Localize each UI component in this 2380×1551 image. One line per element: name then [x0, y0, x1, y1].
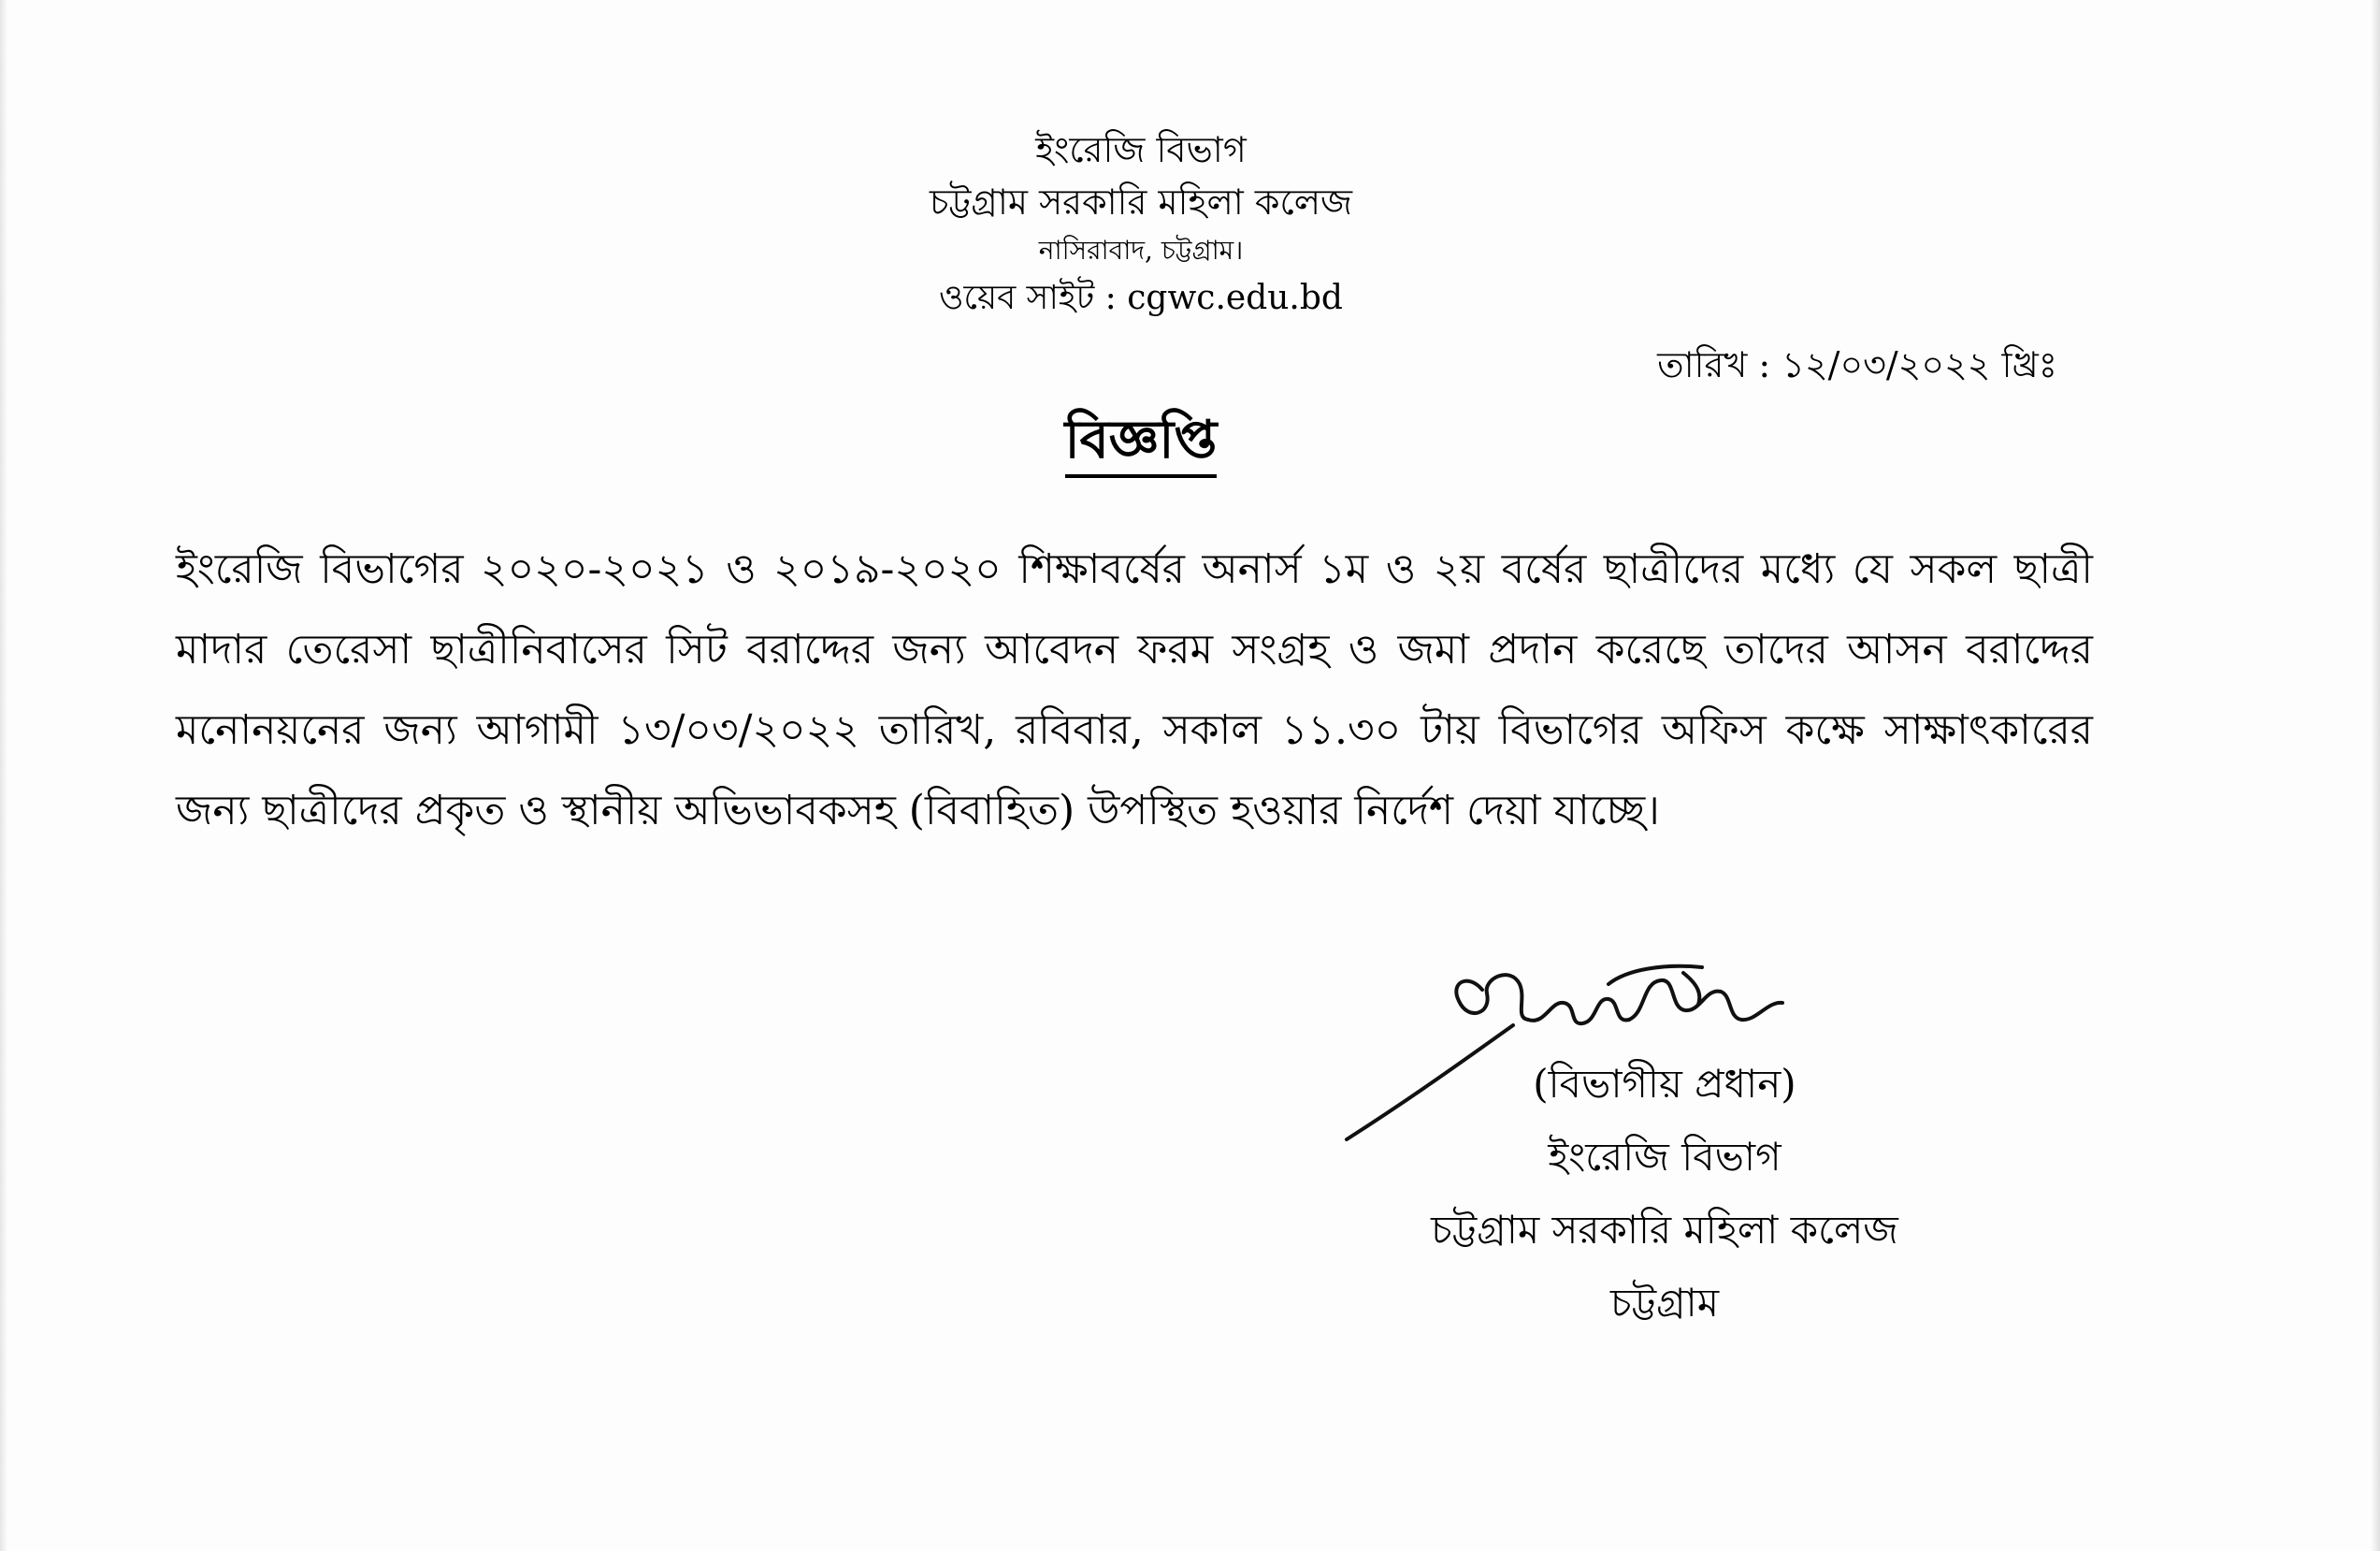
- header-college: চট্টগ্রাম সরকারি মহিলা কলেজ: [929, 181, 1353, 223]
- header-department: ইংরেজি বিভাগ: [1035, 129, 1247, 170]
- header-address: নাসিরাবাদ, চট্টগ্রাম।: [1038, 235, 1244, 266]
- scan-edge-left: [0, 0, 7, 1551]
- letterhead: [748, 123, 1534, 324]
- notice-body: ইংরেজি বিভাগের ২০২০-২০২১ ও ২০১৯-২০২০ শিক্ষাবর্ষের অনার্স ১ম ও ২য় বর্ষের ছাত্রীদের মধ্যে যে সকল ছাত্রী মাদার তেরেসা ছাত্রীনিবাসের সিট বরাদ্দের জন্য আবেদন ফরম সংগ্রহ ও জমা প্রদান করেছে তাদের আসন বরাদ্দের মনোনয়নের জন্য আগামী ১৩/০৩/২০২২ তারিখ, রবিবার, সকাল ১১.৩০ টায় বিভাগের অফিস কক্ষে সাক্ষাৎকারের জন্য ছাত্রীদের প্রকৃত ও স্থানীয় অভিভাবকসহ (বিবাহিত) উপস্থিত হওয়ার নির্দেশ দেয়া যাচ্ছে।: [176, 545, 2093, 834]
- scan-edge-right: [2371, 0, 2380, 1551]
- signatory-college: চট্টগ্রাম সরকারি মহিলা কলেজ: [1431, 1207, 1898, 1253]
- signatory-block: [1337, 1048, 1992, 1340]
- header-website: ওয়েব সাইট : cgwc.edu.bd: [939, 279, 1343, 317]
- notice-title-text: বিজ্ঞপ্তি: [1065, 409, 1218, 478]
- signatory-department: ইংরেজি বিভাগ: [1548, 1134, 1781, 1180]
- notice-title: [954, 402, 1328, 477]
- signatory-city: চট্টগ্রাম: [1609, 1280, 1720, 1326]
- notice-date: তারিখ : ১২/০৩/২০২২ খ্রিঃ: [1657, 344, 2057, 385]
- signatory-designation: (বিভাগীয় প্রধান): [1533, 1061, 1796, 1107]
